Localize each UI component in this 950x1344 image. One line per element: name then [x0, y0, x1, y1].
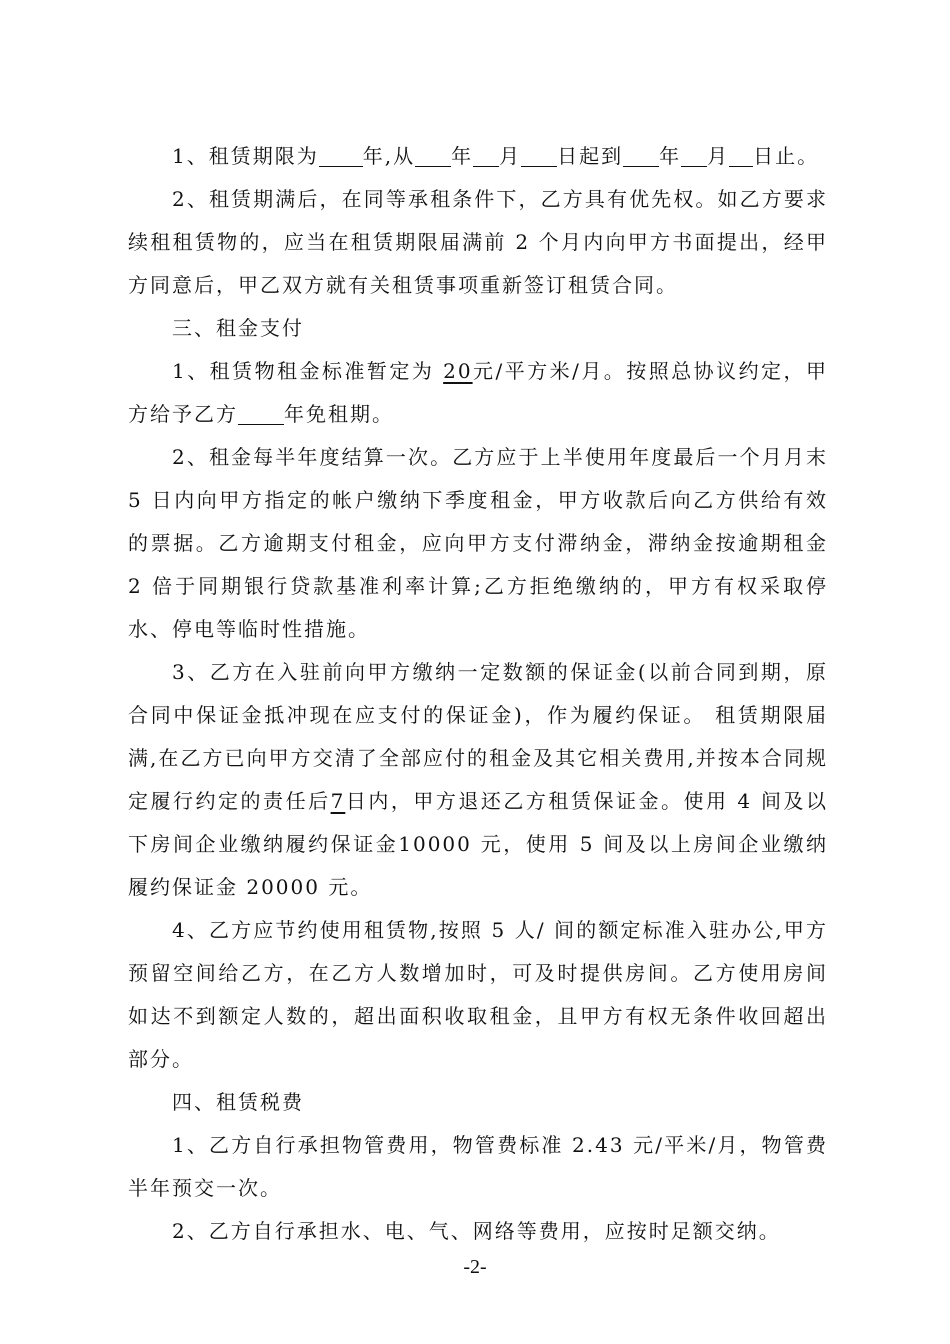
lease-term-clause — [128, 135, 828, 178]
lease-term-text: 1、租赁期限为 — [172, 144, 319, 168]
deposit-text: 日内，甲方退还乙方租赁保证金。使用 4 间及以下房间企业缴纳履约保证金10000 元，使用 5 间及以上房间企业缴纳履约保证金 20000 元。 — [128, 789, 828, 899]
rent-rate-text: 元/平方米/月。按照总协议约定，甲方给予乙方 — [128, 359, 828, 426]
contract-body — [128, 135, 828, 1253]
section-heading-lease-taxes: 四、租赁税费 — [172, 1090, 304, 1114]
page-number: -2- — [463, 1256, 487, 1278]
deposit-clause — [128, 651, 828, 909]
property-fee-clause: 1、乙方自行承担物管费用，物管费标准 2.43 元/平米/月，物管费半年预交一次。 — [128, 1133, 828, 1200]
rent-rate-value: 20 — [443, 359, 473, 383]
blank-years — [319, 144, 363, 167]
blank-start-year — [415, 144, 451, 167]
refund-days-value: 7 — [330, 789, 346, 813]
lease-term-text: 日止。 — [753, 144, 820, 168]
lease-term-text: 日起到 — [557, 144, 624, 168]
lease-term-text: 月 — [499, 144, 522, 168]
rent-rate-text: 1、租赁物租金标准暂定为 — [172, 359, 444, 383]
lease-term-text: 月 — [707, 144, 730, 168]
lease-term-text: 年 — [451, 144, 474, 168]
renewal-clause: 2、租赁期满后，在同等承租条件下，乙方具有优先权。如乙方要求续租租赁物的，应当在租赁期限届满前 2 个月内向甲方书面提出，经甲方同意后，甲乙双方就有关租赁事项重新签订租赁合同。 — [128, 187, 828, 297]
blank-start-day — [521, 144, 557, 167]
lease-term-text: 年,从 — [362, 144, 416, 168]
occupancy-clause: 4、乙方应节约使用租赁物,按照 5 人/ 间的额定标准入驻办公,甲方预留空间给乙方，在乙方人数增加时，可及时提供房间。乙方使用房间如达不到额定人数的，超出面积收取租金，且甲方有权无条件收回超出部分。 — [128, 918, 828, 1071]
settlement-clause: 2、租金每半年度结算一次。乙方应于上半使用年度最后一个月月末 5 日内向甲方指定的帐户缴纳下季度租金，甲方收款后向乙方供给有效的票据。乙方逾期支付租金，应向甲方支付滞纳金，滞纳金按逾期租金 2 倍于同期银行贷款基准利率计算;乙方拒绝缴纳的，甲方有权采取停水、停电等临时性措施。 — [128, 445, 828, 641]
blank-end-year — [623, 144, 659, 167]
rent-rate-clause — [128, 350, 828, 436]
rent-rate-text: 年免租期。 — [284, 402, 394, 426]
blank-end-month — [681, 144, 707, 167]
utilities-clause: 2、乙方自行承担水、电、气、网络等费用，应按时足额交纳。 — [172, 1219, 781, 1243]
lease-term-text: 年 — [659, 144, 682, 168]
blank-start-month — [473, 144, 499, 167]
deposit-text: 3、乙方在入驻前向甲方缴纳一定数额的保证金(以前合同到期，原合同中保证金抵冲现在应支付的保证金)，作为履约保证。 租赁期限届满,在乙方已向甲方交清了全部应付的租金及其它相关费用,并按本合同规定履行约定的责任后 — [128, 660, 828, 813]
section-heading-rent-payment: 三、租金支付 — [172, 316, 304, 340]
blank-end-day — [729, 144, 753, 167]
blank-free-period — [238, 402, 284, 425]
